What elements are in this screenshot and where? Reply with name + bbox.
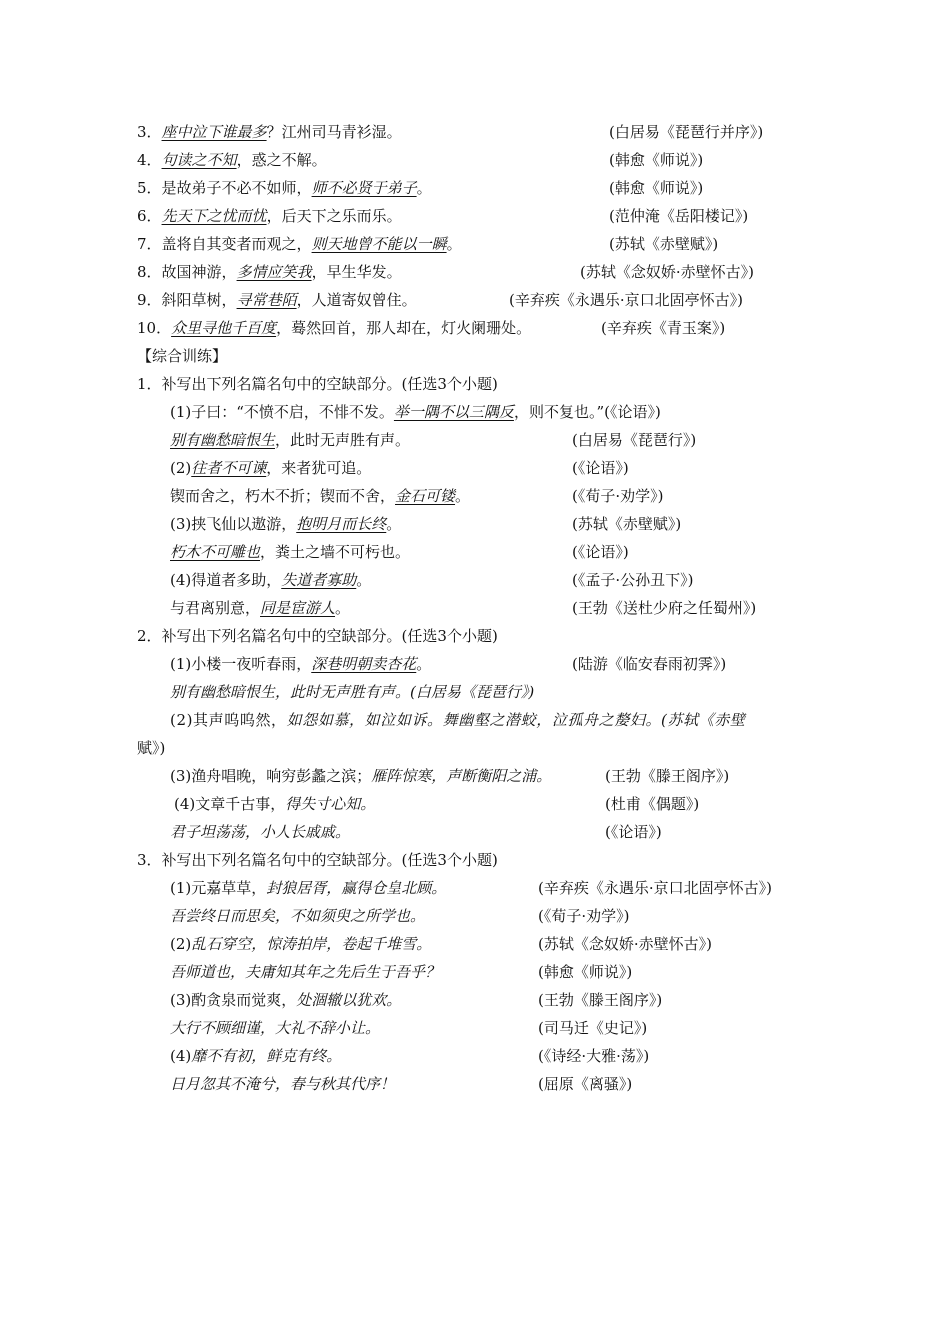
list-item-6: 6．先天下之忧而忧，后天下之乐而乐。: [137, 207, 402, 225]
q3-line: (3)酌贪泉而觉爽，处涸辙以犹欢。: [170, 991, 402, 1009]
source-citation: (王勃《滕王阁序》): [538, 991, 663, 1009]
item-number: 6．: [137, 207, 162, 225]
q2-line: (2)其声呜呜然，如怨如慕，如泣如诉。舞幽壑之潜蛟，泣孤舟之嫠妇。(苏轼《赤壁: [170, 711, 746, 729]
q2-line: (1)小楼一夜听春雨，深巷明朝卖杏花。: [170, 655, 432, 673]
source-citation: (杜甫《偶题》): [605, 795, 700, 813]
answer-text: 深巷明朝卖杏花: [311, 655, 417, 673]
source-citation: (陆游《临安春雨初霁》): [572, 655, 727, 673]
answer-text: 师不必贤于弟子: [311, 179, 417, 197]
answer-text: 先天下之忧而忧: [161, 207, 267, 225]
q1-line: (4)得道者多助，失道者寡助。: [170, 571, 372, 589]
q1-line: 锲而舍之，朽木不折；锲而不舍，金石可镂。: [170, 487, 471, 505]
source-citation: (苏轼《赤壁赋》): [572, 515, 682, 533]
q2-line-continued: 赋》): [137, 739, 166, 757]
source-citation: (白居易《琵琶行》): [572, 431, 697, 449]
question-3-title: 3．补写出下列名篇名句中的空缺部分。(任选3个小题): [137, 851, 498, 869]
source-citation: (司马迁《史记》): [538, 1019, 648, 1037]
source-citation: (《孟子·公孙丑下》): [572, 571, 694, 589]
item-number: 10．: [137, 319, 172, 337]
source-citation: (《诗经·大雅·荡》): [538, 1047, 650, 1065]
q3-line: (4)靡不有初，鲜克有终。: [170, 1047, 342, 1065]
item-number: 3．: [137, 123, 162, 141]
q1-line: (3)挟飞仙以遨游，抱明月而长终。: [170, 515, 402, 533]
source-citation: (王勃《滕王阁序》): [605, 767, 730, 785]
source-citation: (韩愈《师说》): [609, 151, 704, 169]
answer-text: 众里寻他千百度: [171, 319, 277, 337]
source-citation: (《论语》): [572, 459, 629, 477]
q3-line: 吾尝终日而思矣，不如须臾之所学也。: [170, 907, 426, 925]
answer-text: 朽木不可雕也: [170, 543, 261, 561]
answer-text: 别有幽愁暗恨生: [170, 431, 276, 449]
q1-line: (2)往者不可谏，来者犹可追。: [170, 459, 372, 477]
q1-line: (1)子曰：“不愤不启，不悱不发。举一隅不以三隅反，则不复也。”(《论语》): [170, 403, 661, 421]
q2-line: (3)渔舟唱晚，响穷彭蠡之滨；雁阵惊寒，声断衡阳之浦。: [170, 767, 552, 785]
item-number: 4．: [137, 151, 162, 169]
section-title: 【综合训练】: [137, 347, 228, 365]
source-citation: (韩愈《师说》): [538, 963, 633, 981]
answer-text: 寻常巷陌: [236, 291, 297, 309]
source-citation: (辛弃疾《青玉案》): [601, 319, 726, 337]
q2-line: 君子坦荡荡，小人长戚戚。: [170, 823, 351, 841]
answer-text: 抱明月而长终: [296, 515, 387, 533]
question-2-title: 2．补写出下列名篇名句中的空缺部分。(任选3个小题): [137, 627, 498, 645]
q3-line: 大行不顾细谨，大礼不辞小让。: [170, 1019, 381, 1037]
q3-line: (1)元嘉草草，封狼居胥，赢得仓皇北顾。: [170, 879, 447, 897]
source-citation: (辛弃疾《永遇乐·京口北固亭怀古》): [509, 291, 743, 309]
answer-text: 多情应笑我: [236, 263, 312, 281]
source-citation: (王勃《送杜少府之任蜀州》): [572, 599, 757, 617]
answer-text: 举一隅不以三隅反: [393, 403, 514, 421]
answer-text: 座中泣下谁最多: [161, 123, 267, 141]
list-item-9: 9．斜阳草树，寻常巷陌，人道寄奴曾住。: [137, 291, 417, 309]
q3-line: (2)乱石穿空，惊涛拍岸，卷起千堆雪。: [170, 935, 432, 953]
source-citation: (白居易《琵琶行并序》): [609, 123, 764, 141]
source-citation: (韩愈《师说》): [609, 179, 704, 197]
question-1-title: 1．补写出下列名篇名句中的空缺部分。(任选3个小题): [137, 375, 498, 393]
source-citation: (辛弃疾《永遇乐·京口北固亭怀古》): [538, 879, 772, 897]
q1-line: 别有幽愁暗恨生，此时无声胜有声。: [170, 431, 411, 449]
list-item-4: 4．句读之不知，惑之不解。: [137, 151, 327, 169]
answer-text: 同是宦游人: [260, 599, 336, 617]
list-item-7: 7．盖将自其变者而观之，则天地曾不能以一瞬。: [137, 235, 462, 253]
source-citation: (《论语》): [605, 823, 662, 841]
source-citation: (苏轼《赤壁赋》): [609, 235, 719, 253]
item-number: 8．: [137, 263, 162, 281]
answer-text: 句读之不知: [161, 151, 237, 169]
q1-line: 朽木不可雕也，粪土之墙不可杇也。: [170, 543, 411, 561]
source-citation: (苏轼《念奴娇·赤壁怀古》): [580, 263, 754, 281]
item-number: 5．: [137, 179, 162, 197]
answer-text: 金石可镂: [395, 487, 456, 505]
q2-line: 别有幽愁暗恨生，此时无声胜有声。(白居易《琵琶行》): [170, 683, 535, 701]
list-item-8: 8．故国神游，多情应笑我，早生华发。: [137, 263, 402, 281]
source-citation: (《荀子·劝学》): [572, 487, 664, 505]
item-number: 9．: [137, 291, 162, 309]
answer-text: 往者不可谏: [191, 459, 267, 477]
source-citation: (范仲淹《岳阳楼记》): [609, 207, 749, 225]
q2-line: (4)文章千古事，得失寸心知。: [174, 795, 376, 813]
q3-line: 日月忽其不淹兮，春与秋其代序！: [170, 1075, 396, 1093]
list-item-3: 3．座中泣下谁最多？江州司马青衫湿。: [137, 123, 402, 141]
item-number: 7．: [137, 235, 162, 253]
list-item-10: 10．众里寻他千百度，蓦然回首，那人却在，灯火阑珊处。: [137, 319, 532, 337]
list-item-5: 5．是故弟子不必不如师，师不必贤于弟子。: [137, 179, 432, 197]
answer-text: 失道者寡助: [281, 571, 357, 589]
q3-line: 吾师道也，夫庸知其年之先后生于吾乎？: [170, 963, 441, 981]
source-citation: (苏轼《念奴娇·赤壁怀古》): [538, 935, 712, 953]
source-citation: (《论语》): [572, 543, 629, 561]
source-citation: (屈原《离骚》): [538, 1075, 633, 1093]
source-citation: (《荀子·劝学》): [538, 907, 630, 925]
answer-text: 则天地曾不能以一瞬: [311, 235, 447, 253]
q1-line: 与君离别意，同是宦游人。: [170, 599, 351, 617]
